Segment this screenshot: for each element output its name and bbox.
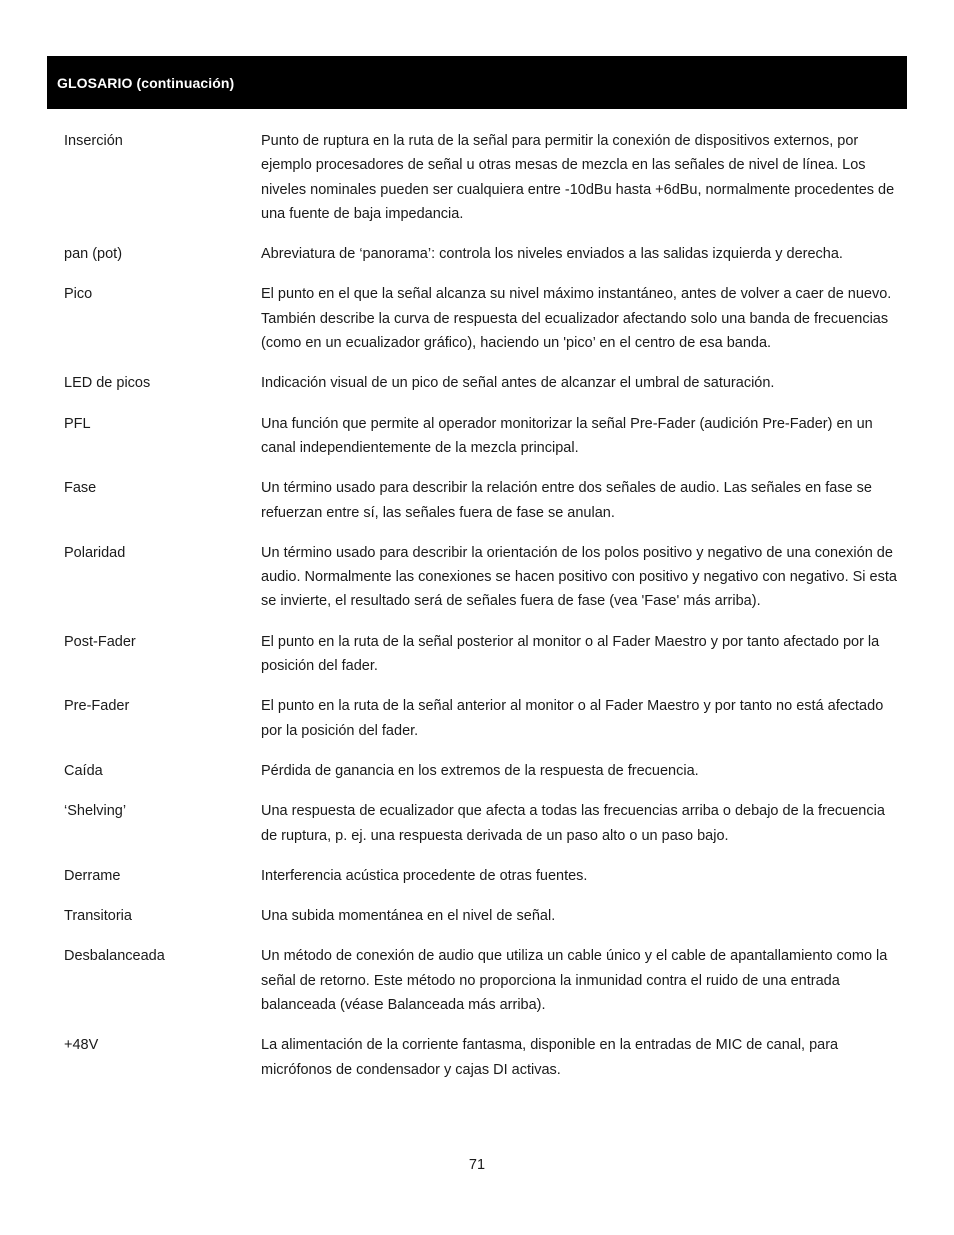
glossary-term: Fase <box>64 480 97 497</box>
glossary-term: Post-Fader <box>64 633 136 650</box>
glossary-definition: Punto de ruptura en la ruta de la señal para permitir la conexión de dispositivos externos, por ejemplo procesadores de señal u otras mesas de mezcla en las señales de nivel de línea. Los niveles nominales pueden ser cualquiera entre -10dBu hasta +6dBu, normalmente procedentes de una fuente de baja impedancia. <box>261 133 895 222</box>
glossary-entry <box>64 759 904 783</box>
glossary-definition: Abreviatura de ‘panorama’: controla los niveles enviados a las salidas izquierda y derecha. <box>261 246 843 263</box>
glossary-entry <box>64 476 904 525</box>
glossary-term: +48V <box>64 1037 99 1054</box>
glossary-definition: El punto en la ruta de la señal posterior al monitor o al Fader Maestro y por tanto afectado por la posición del fader. <box>261 633 880 675</box>
glossary-entry <box>64 412 904 461</box>
glossary-entry <box>64 129 904 226</box>
glossary-term: Polaridad <box>64 544 126 561</box>
glossary-definition: Un término usado para describir la relación entre dos señales de audio. Las señales en fase se refuerzan entre sí, las señales fuera de fase se anulan. <box>261 480 872 521</box>
glossary-definition: La alimentación de la corriente fantasma, disponible en la entradas de MIC de canal, para micrófonos de condensador y cajas DI activas. <box>261 1037 839 1078</box>
glossary-entry <box>64 864 904 888</box>
glossary-definition: Pérdida de ganancia en los extremos de la respuesta de frecuencia. <box>261 762 699 779</box>
glossary-entry <box>64 1033 904 1082</box>
glossary-term: Transitoria <box>64 908 132 925</box>
glossary-entry <box>64 630 904 679</box>
glossary-definition: Una respuesta de ecualizador que afecta a todas las frecuencias arriba o debajo de la frecuencia de ruptura, p. ej. una respuesta derivada de un paso alto o un paso bajo. <box>261 803 885 844</box>
section-header-bar <box>47 56 907 109</box>
glossary-definition: El punto en el que la señal alcanza su nivel máximo instantáneo, antes de volver a caer de nuevo. También describe la curva de respuesta del ecualizador afectando solo una banda de frecuencias (como en un ecualizador gráfico), haciendo un 'pico’ en el centro de esa banda. <box>261 286 892 352</box>
glossary-entry <box>64 371 904 395</box>
glossary-entry <box>64 799 904 848</box>
glossary-entry <box>64 904 904 928</box>
glossary-definition: Un método de conexión de audio que utiliza un cable único y el cable de apantallamiento como la señal de retorno. Este método no proporciona la inmunidad contra el ruido de una entrada balanceada (véase Balanceada más arriba). <box>261 948 888 1014</box>
glossary-definition: El punto en la ruta de la señal anterior al monitor o al Fader Maestro y por tanto no está afectado por la posición del fader. <box>261 698 884 739</box>
glossary-entry <box>64 694 904 743</box>
glossary-term: pan (pot) <box>64 246 123 263</box>
glossary-term: LED de picos <box>64 375 151 392</box>
page-number: 71 <box>468 1157 486 1173</box>
glossary-definition: Interferencia acústica procedente de otras fuentes. <box>261 867 588 884</box>
glossary-term: Derrame <box>64 867 121 884</box>
glossary-entry <box>64 282 904 355</box>
glossary-term: PFL <box>64 415 91 432</box>
section-title: GLOSARIO (continuación) <box>57 74 235 91</box>
glossary-term: Inserción <box>64 133 123 149</box>
glossary-list <box>64 129 904 1098</box>
glossary-term: Pre-Fader <box>64 698 130 715</box>
glossary-term: Desbalanceada <box>64 948 165 965</box>
glossary-entry <box>64 944 904 1017</box>
glossary-entry <box>64 242 904 266</box>
glossary-term: Caída <box>64 762 103 779</box>
glossary-entry <box>64 541 904 614</box>
glossary-definition: Una subida momentánea en el nivel de señal. <box>261 908 556 925</box>
glossary-definition: Una función que permite al operador monitorizar la señal Pre-Fader (audición Pre-Fader) en un canal independientemente de la mezcla principal. <box>261 415 873 456</box>
glossary-definition: Indicación visual de un pico de señal antes de alcanzar el umbral de saturación. <box>261 375 775 392</box>
glossary-term: Pico <box>64 286 93 303</box>
glossary-term: ‘Shelving’ <box>64 803 127 820</box>
glossary-definition: Un término usado para describir la orientación de los polos positivo y negativo de una conexión de audio. Normalmente las conexiones se hacen positivo con positivo y negativo con negativo. Si esta se invierte, el resultado será de señales fuera de fase (vea 'Fase' más arriba). <box>261 544 897 610</box>
